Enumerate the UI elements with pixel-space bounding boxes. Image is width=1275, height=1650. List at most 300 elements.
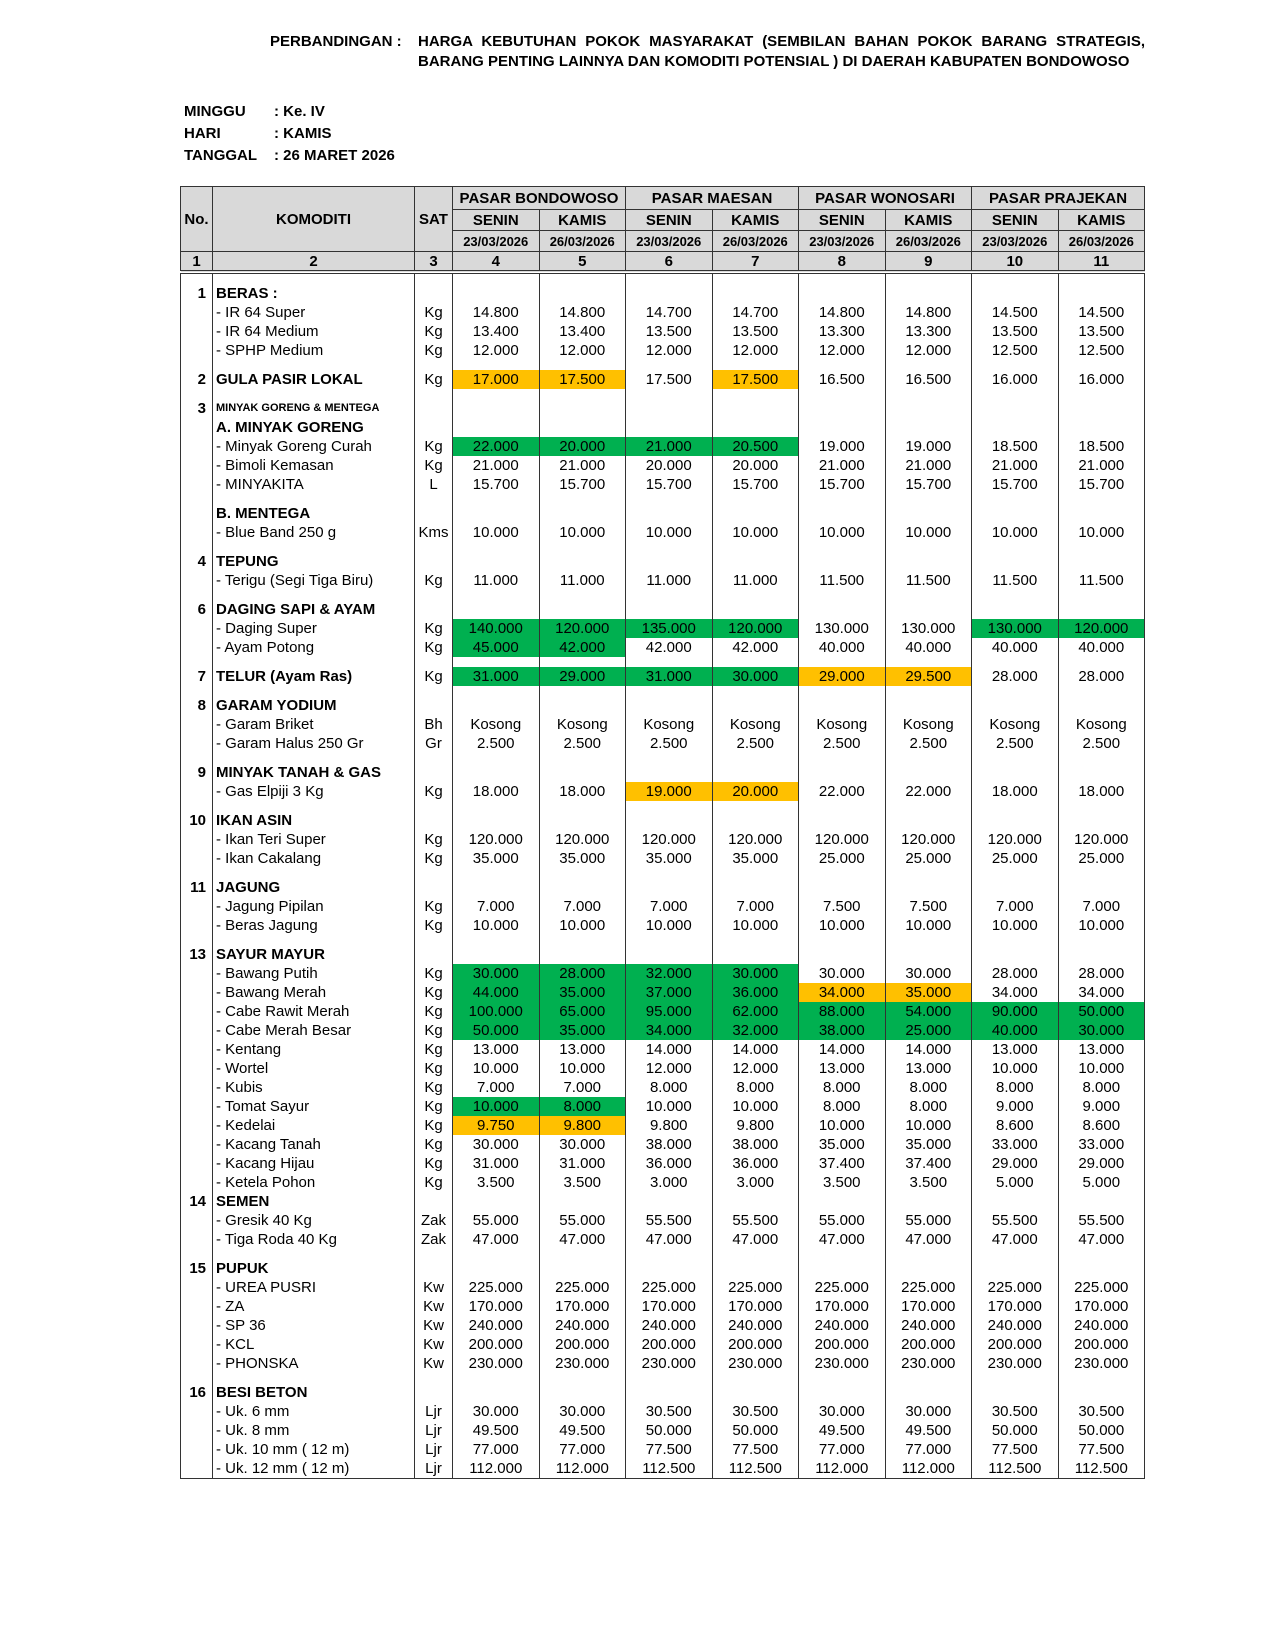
table-row xyxy=(181,916,1145,935)
price-cell: 14.000 xyxy=(712,1040,799,1059)
price-cell-highlight-green: 8.000 xyxy=(539,1097,626,1116)
price-cell: 77.000 xyxy=(799,1440,886,1459)
price-cell xyxy=(1058,284,1145,303)
commodity-name xyxy=(213,657,415,667)
unit: Kg xyxy=(415,1040,453,1059)
unit xyxy=(415,753,453,763)
header-market-wonosari: PASAR WONOSARI xyxy=(799,187,972,210)
price-cell xyxy=(453,284,540,303)
price-cell: 230.000 xyxy=(1058,1354,1145,1373)
price-cell xyxy=(972,868,1059,878)
price-cell xyxy=(712,686,799,696)
price-cell: 5.000 xyxy=(1058,1173,1145,1192)
unit xyxy=(415,360,453,370)
price-cell: Kosong xyxy=(453,715,540,734)
price-cell xyxy=(972,552,1059,571)
unit xyxy=(415,1192,453,1211)
row-number xyxy=(181,360,213,370)
price-cell xyxy=(972,1259,1059,1278)
commodity-name xyxy=(213,753,415,763)
price-cell xyxy=(1058,753,1145,763)
price-cell xyxy=(626,657,713,667)
price-cell: 35.000 xyxy=(885,1135,972,1154)
price-cell: 15.700 xyxy=(712,475,799,494)
price-cell xyxy=(539,686,626,696)
price-cell: 225.000 xyxy=(539,1278,626,1297)
price-cell xyxy=(712,935,799,945)
price-cell: 55.500 xyxy=(626,1211,713,1230)
price-cell: 230.000 xyxy=(539,1354,626,1373)
unit xyxy=(415,504,453,523)
commodity-name: - Uk. 10 mm ( 12 m) xyxy=(213,1440,415,1459)
price-cell xyxy=(712,360,799,370)
price-cell xyxy=(712,1383,799,1402)
row-number xyxy=(181,1173,213,1192)
table-row xyxy=(181,619,1145,638)
price-cell: 5.000 xyxy=(972,1173,1059,1192)
header-date: 26/03/2026 xyxy=(885,231,972,252)
spacer-row xyxy=(181,868,1145,878)
price-cell xyxy=(1058,1192,1145,1211)
row-number xyxy=(181,1211,213,1230)
price-cell xyxy=(799,504,886,523)
unit xyxy=(415,389,453,399)
price-cell: 112.500 xyxy=(626,1459,713,1479)
row-number xyxy=(181,456,213,475)
price-cell: 120.000 xyxy=(626,830,713,849)
meta-key: MINGGU xyxy=(184,103,246,120)
price-cell-highlight-yellow: 17.500 xyxy=(712,370,799,389)
row-number: 2 xyxy=(181,370,213,389)
unit xyxy=(415,1249,453,1259)
row-number xyxy=(181,1278,213,1297)
price-cell xyxy=(799,945,886,964)
price-cell xyxy=(626,1249,713,1259)
price-cell: 16.000 xyxy=(972,370,1059,389)
price-cell: 7.000 xyxy=(453,897,540,916)
price-cell: 112.500 xyxy=(1058,1459,1145,1479)
price-cell xyxy=(1058,1373,1145,1383)
price-cell-highlight-green: 44.000 xyxy=(453,983,540,1002)
price-cell: 10.000 xyxy=(539,916,626,935)
price-cell: 20.000 xyxy=(712,456,799,475)
price-cell-highlight-yellow: 17.000 xyxy=(453,370,540,389)
price-cell xyxy=(626,878,713,897)
price-cell: 14.000 xyxy=(799,1040,886,1059)
row-number xyxy=(181,494,213,504)
table-header xyxy=(181,187,1145,273)
price-cell-highlight-green: 31.000 xyxy=(626,667,713,686)
price-cell xyxy=(799,657,886,667)
price-cell xyxy=(539,284,626,303)
price-cell: 47.000 xyxy=(799,1230,886,1249)
price-cell: 30.500 xyxy=(972,1402,1059,1421)
price-cell: 21.000 xyxy=(1058,456,1145,475)
price-cell xyxy=(972,494,1059,504)
row-number xyxy=(181,983,213,1002)
table-row xyxy=(181,667,1145,686)
price-cell xyxy=(972,600,1059,619)
price-cell: 15.700 xyxy=(539,475,626,494)
price-cell xyxy=(712,600,799,619)
commodity-name: - IR 64 Super xyxy=(213,303,415,322)
price-cell: 10.000 xyxy=(712,916,799,935)
price-cell xyxy=(885,696,972,715)
row-number xyxy=(181,1116,213,1135)
commodity-name: SAYUR MAYUR xyxy=(213,945,415,964)
price-cell: 29.000 xyxy=(1058,1154,1145,1173)
price-cell: 21.000 xyxy=(453,456,540,475)
price-cell xyxy=(885,811,972,830)
price-cell xyxy=(453,418,540,437)
price-cell xyxy=(539,494,626,504)
row-number xyxy=(181,715,213,734)
price-cell: 3.500 xyxy=(539,1173,626,1192)
unit: L xyxy=(415,475,453,494)
price-cell: 12.000 xyxy=(712,341,799,360)
price-cell: 112.000 xyxy=(539,1459,626,1479)
commodity-name: - Kubis xyxy=(213,1078,415,1097)
commodity-name xyxy=(213,272,415,284)
row-number xyxy=(181,1354,213,1373)
commodity-name: - Wortel xyxy=(213,1059,415,1078)
price-cell: 35.000 xyxy=(712,849,799,868)
unit: Kg xyxy=(415,830,453,849)
price-cell: 13.000 xyxy=(885,1059,972,1078)
price-cell: 170.000 xyxy=(799,1297,886,1316)
price-cell: 18.000 xyxy=(539,782,626,801)
unit xyxy=(415,657,453,667)
unit: Kg xyxy=(415,1078,453,1097)
price-cell xyxy=(1058,868,1145,878)
category-row xyxy=(181,284,1145,303)
price-cell: 13.300 xyxy=(885,322,972,341)
row-number: 15 xyxy=(181,1259,213,1278)
price-cell: 2.500 xyxy=(539,734,626,753)
price-cell: 15.700 xyxy=(799,475,886,494)
price-cell xyxy=(1058,686,1145,696)
price-cell-highlight-green: 29.000 xyxy=(539,667,626,686)
unit: Kg xyxy=(415,1059,453,1078)
price-cell: 230.000 xyxy=(626,1354,713,1373)
price-cell: 12.000 xyxy=(885,341,972,360)
price-cell: 11.000 xyxy=(539,571,626,590)
price-cell: 28.000 xyxy=(1058,667,1145,686)
price-cell: 12.000 xyxy=(799,341,886,360)
header-day: KAMIS xyxy=(712,210,799,231)
commodity-name: - Minyak Goreng Curah xyxy=(213,437,415,456)
price-cell xyxy=(885,1383,972,1402)
price-cell xyxy=(1058,696,1145,715)
price-cell xyxy=(626,1383,713,1402)
price-cell: 77.000 xyxy=(453,1440,540,1459)
price-cell: 34.000 xyxy=(972,983,1059,1002)
row-number: 13 xyxy=(181,945,213,964)
price-cell xyxy=(453,935,540,945)
price-cell xyxy=(799,1249,886,1259)
price-cell xyxy=(626,1259,713,1278)
unit xyxy=(415,542,453,552)
price-cell-highlight-green: 30.000 xyxy=(712,964,799,983)
price-cell: 3.500 xyxy=(453,1173,540,1192)
price-cell: 14.000 xyxy=(626,1040,713,1059)
price-cell xyxy=(799,1373,886,1383)
price-cell xyxy=(712,494,799,504)
price-cell xyxy=(799,1192,886,1211)
commodity-name: - KCL xyxy=(213,1335,415,1354)
price-cell: 170.000 xyxy=(453,1297,540,1316)
unit: Kg xyxy=(415,456,453,475)
price-cell xyxy=(453,801,540,811)
price-cell xyxy=(799,878,886,897)
price-cell: 55.500 xyxy=(972,1211,1059,1230)
price-cell: 50.000 xyxy=(626,1421,713,1440)
price-cell: Kosong xyxy=(626,715,713,734)
unit: Zak xyxy=(415,1230,453,1249)
price-cell xyxy=(453,686,540,696)
commodity-name: SEMEN xyxy=(213,1192,415,1211)
price-cell xyxy=(626,542,713,552)
price-cell: 29.000 xyxy=(972,1154,1059,1173)
row-number xyxy=(181,1154,213,1173)
price-cell: 8.000 xyxy=(885,1078,972,1097)
price-cell xyxy=(539,696,626,715)
row-number xyxy=(181,437,213,456)
unit: Kg xyxy=(415,916,453,935)
price-cell: 10.000 xyxy=(712,1097,799,1116)
price-cell: 10.000 xyxy=(972,523,1059,542)
price-cell-highlight-yellow: 19.000 xyxy=(626,782,713,801)
price-cell: 55.000 xyxy=(453,1211,540,1230)
row-number xyxy=(181,964,213,983)
unit: Kg xyxy=(415,1002,453,1021)
category-row xyxy=(181,418,1145,437)
header-date: 26/03/2026 xyxy=(1058,231,1145,252)
category-row xyxy=(181,504,1145,523)
price-cell: 47.000 xyxy=(885,1230,972,1249)
price-cell: 10.000 xyxy=(626,1097,713,1116)
price-cell xyxy=(453,272,540,284)
category-row xyxy=(181,878,1145,897)
commodity-name: - Ayam Potong xyxy=(213,638,415,657)
price-cell xyxy=(885,389,972,399)
price-cell xyxy=(539,600,626,619)
unit: Kg xyxy=(415,571,453,590)
unit: Kg xyxy=(415,983,453,1002)
price-cell: 120.000 xyxy=(712,830,799,849)
price-cell: 47.000 xyxy=(1058,1230,1145,1249)
unit xyxy=(415,878,453,897)
table-row xyxy=(181,523,1145,542)
commodity-name: - Bawang Putih xyxy=(213,964,415,983)
table-row xyxy=(181,370,1145,389)
commodity-name: - MINYAKITA xyxy=(213,475,415,494)
price-cell: 55.000 xyxy=(539,1211,626,1230)
price-cell: 13.500 xyxy=(972,322,1059,341)
price-cell xyxy=(972,360,1059,370)
unit: Kg xyxy=(415,1021,453,1040)
commodity-name xyxy=(213,542,415,552)
price-cell: 225.000 xyxy=(799,1278,886,1297)
price-cell: 2.500 xyxy=(453,734,540,753)
price-cell: 22.000 xyxy=(885,782,972,801)
price-cell xyxy=(972,590,1059,600)
row-number: 8 xyxy=(181,696,213,715)
price-cell: 11.500 xyxy=(1058,571,1145,590)
price-cell: 31.000 xyxy=(453,1154,540,1173)
table-row xyxy=(181,456,1145,475)
table-row xyxy=(181,1335,1145,1354)
price-cell xyxy=(885,801,972,811)
price-cell-highlight-green: 50.000 xyxy=(453,1021,540,1040)
price-cell xyxy=(453,504,540,523)
meta-key: TANGGAL xyxy=(184,147,258,164)
table-body xyxy=(181,272,1145,1479)
price-cell: 240.000 xyxy=(712,1316,799,1335)
price-cell-highlight-green: 95.000 xyxy=(626,1002,713,1021)
price-cell: 16.000 xyxy=(1058,370,1145,389)
price-cell-highlight-yellow: 35.000 xyxy=(885,983,972,1002)
price-cell xyxy=(1058,418,1145,437)
commodity-name: PUPUK xyxy=(213,1259,415,1278)
price-cell xyxy=(799,811,886,830)
commodity-name: - ZA xyxy=(213,1297,415,1316)
table-row xyxy=(181,1278,1145,1297)
price-cell-highlight-green: 28.000 xyxy=(539,964,626,983)
price-cell xyxy=(539,389,626,399)
row-number: 1 xyxy=(181,284,213,303)
table-row xyxy=(181,1078,1145,1097)
commodity-name: - Cabe Merah Besar xyxy=(213,1021,415,1040)
price-cell: 18.000 xyxy=(1058,782,1145,801)
price-cell xyxy=(453,542,540,552)
price-cell xyxy=(539,418,626,437)
header-day: KAMIS xyxy=(1058,210,1145,231)
price-cell: 225.000 xyxy=(1058,1278,1145,1297)
table-row xyxy=(181,734,1145,753)
price-cell: 7.000 xyxy=(972,897,1059,916)
row-number xyxy=(181,686,213,696)
price-cell xyxy=(885,284,972,303)
spacer-row xyxy=(181,1249,1145,1259)
commodity-name: JAGUNG xyxy=(213,878,415,897)
price-cell: 77.500 xyxy=(1058,1440,1145,1459)
price-cell xyxy=(1058,590,1145,600)
price-cell: 7.500 xyxy=(885,897,972,916)
price-cell xyxy=(626,801,713,811)
price-cell: 35.000 xyxy=(799,1135,886,1154)
price-cell-highlight-green: 10.000 xyxy=(453,1097,540,1116)
price-cell xyxy=(539,360,626,370)
price-cell: 77.000 xyxy=(885,1440,972,1459)
price-cell: 47.000 xyxy=(453,1230,540,1249)
category-row xyxy=(181,1192,1145,1211)
price-cell: 10.000 xyxy=(972,1059,1059,1078)
table-row xyxy=(181,1002,1145,1021)
price-cell xyxy=(539,272,626,284)
commodity-name: - Daging Super xyxy=(213,619,415,638)
row-number xyxy=(181,504,213,523)
price-cell: 55.500 xyxy=(712,1211,799,1230)
category-row xyxy=(181,945,1145,964)
price-cell xyxy=(885,868,972,878)
table-row xyxy=(181,1211,1145,1230)
price-cell xyxy=(712,801,799,811)
price-cell xyxy=(1058,542,1145,552)
unit: Kg xyxy=(415,1135,453,1154)
header-column-number: 4 xyxy=(453,252,540,273)
price-cell: 30.000 xyxy=(539,1135,626,1154)
unit xyxy=(415,494,453,504)
price-cell: 25.000 xyxy=(972,849,1059,868)
price-cell xyxy=(712,1259,799,1278)
price-cell xyxy=(453,878,540,897)
price-cell: 12.000 xyxy=(712,1059,799,1078)
price-cell: 13.000 xyxy=(539,1040,626,1059)
price-cell: 21.000 xyxy=(972,456,1059,475)
commodity-name: - SPHP Medium xyxy=(213,341,415,360)
header-date: 23/03/2026 xyxy=(453,231,540,252)
price-cell: 50.000 xyxy=(1058,1421,1145,1440)
unit xyxy=(415,1259,453,1278)
price-cell: 11.000 xyxy=(712,571,799,590)
price-cell: 10.000 xyxy=(626,916,713,935)
spacer-row xyxy=(181,935,1145,945)
price-cell: 2.500 xyxy=(1058,734,1145,753)
unit: Bh xyxy=(415,715,453,734)
price-cell xyxy=(885,763,972,782)
price-cell: 55.000 xyxy=(885,1211,972,1230)
header-column-number: 1 xyxy=(181,252,213,273)
price-cell: 15.700 xyxy=(1058,475,1145,494)
row-number xyxy=(181,753,213,763)
row-number xyxy=(181,782,213,801)
price-cell xyxy=(712,753,799,763)
price-cell: 240.000 xyxy=(799,1316,886,1335)
price-cell-highlight-green: 40.000 xyxy=(972,1021,1059,1040)
price-cell: 130.000 xyxy=(799,619,886,638)
price-cell-highlight-green: 54.000 xyxy=(885,1002,972,1021)
table-row xyxy=(181,1402,1145,1421)
commodity-name xyxy=(213,590,415,600)
header-market-maesan: PASAR MAESAN xyxy=(626,187,799,210)
unit xyxy=(415,1373,453,1383)
price-cell: 240.000 xyxy=(453,1316,540,1335)
price-cell: 230.000 xyxy=(712,1354,799,1373)
row-number xyxy=(181,849,213,868)
table-row xyxy=(181,715,1145,734)
table-row xyxy=(181,571,1145,590)
price-cell: 49.500 xyxy=(799,1421,886,1440)
price-cell: 200.000 xyxy=(885,1335,972,1354)
price-cell: Kosong xyxy=(972,715,1059,734)
unit xyxy=(415,399,453,418)
price-cell: 230.000 xyxy=(972,1354,1059,1373)
price-cell: 10.000 xyxy=(885,916,972,935)
price-cell xyxy=(712,399,799,418)
commodity-name: TEPUNG xyxy=(213,552,415,571)
price-cell: 10.000 xyxy=(972,916,1059,935)
price-cell xyxy=(1058,657,1145,667)
price-cell: 170.000 xyxy=(626,1297,713,1316)
price-cell xyxy=(539,542,626,552)
header-day: SENIN xyxy=(626,210,713,231)
price-cell xyxy=(972,1192,1059,1211)
commodity-name: IKAN ASIN xyxy=(213,811,415,830)
header-column-number: 9 xyxy=(885,252,972,273)
price-cell-highlight-green: 62.000 xyxy=(712,1002,799,1021)
price-cell: 3.500 xyxy=(799,1173,886,1192)
